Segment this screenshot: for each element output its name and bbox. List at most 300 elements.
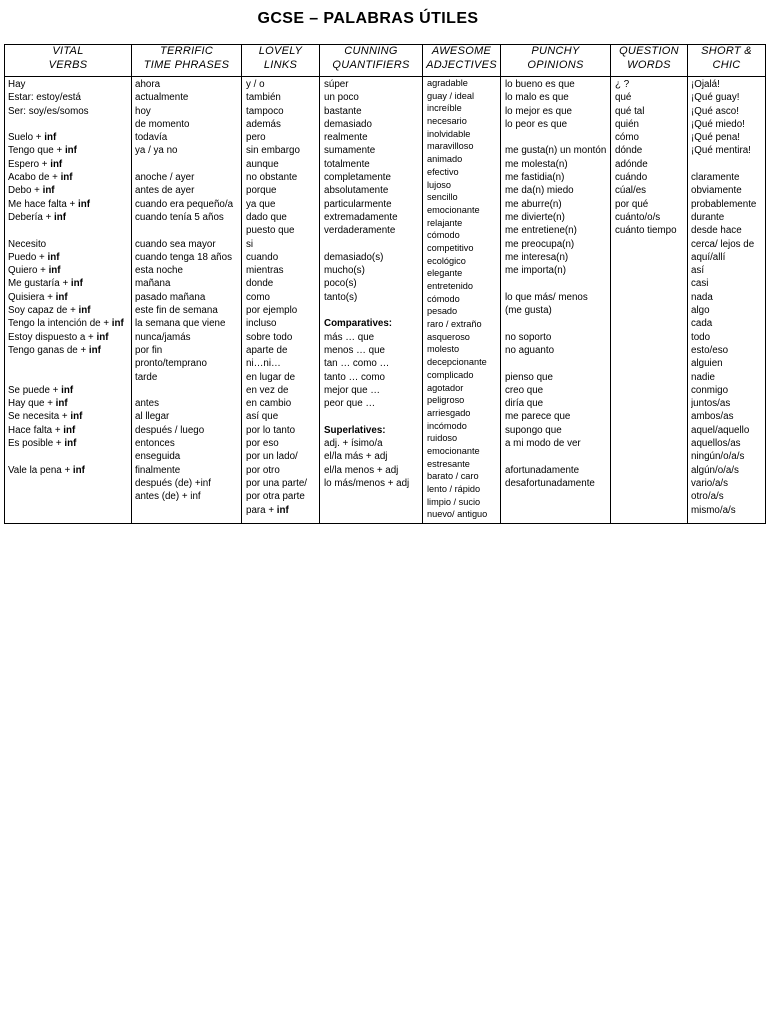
adjective-item: ecológico	[427, 255, 466, 266]
opinion-item: a mi modo de ver	[505, 438, 581, 450]
quantifier-item: mucho(s)	[324, 265, 365, 277]
opinion-item: lo peor es que	[505, 118, 568, 130]
adjective-item: estresante	[427, 458, 470, 469]
opinion-item: me entretiene(n)	[505, 225, 577, 237]
short-chic-item: mismo/a/s	[691, 504, 736, 516]
link-item: en vez de	[246, 384, 289, 396]
link-item: también	[246, 92, 281, 104]
inf-marker: inf	[61, 384, 74, 396]
time-phrase-item: finalmente	[135, 464, 181, 476]
link-item: ni…ni…	[246, 358, 281, 370]
verb-item: Necesito	[8, 238, 47, 250]
inf-marker: inf	[55, 398, 68, 410]
adjective-item: cómodo	[427, 293, 460, 304]
heading-line: CUNNING	[344, 45, 398, 57]
short-chic-item: vario/a/s	[691, 477, 729, 489]
link-item: por ejemplo	[246, 305, 298, 317]
opinion-item: me da(n) miedo	[505, 185, 574, 197]
column-opinions	[501, 77, 611, 523]
short-chic-item: ¡Qué mentira!	[691, 145, 751, 157]
short-chic-item: claramente	[691, 172, 740, 184]
opinion-item: me importa(n)	[505, 265, 566, 277]
link-item: no obstante	[246, 172, 298, 184]
opinion-item: no soporto	[505, 331, 552, 343]
verb-item	[8, 158, 129, 171]
quantifier-item	[324, 317, 420, 330]
short-chic-item: ningún/o/a/s	[691, 451, 745, 463]
adjective-item: peligroso	[427, 395, 465, 406]
adjective-item: efectivo	[427, 166, 459, 177]
blank-line	[135, 224, 239, 237]
link-item: pero	[246, 132, 266, 144]
short-chic-item: aquel/aquello	[691, 424, 750, 436]
section-label: Comparatives:	[324, 318, 393, 330]
verb-item	[8, 304, 129, 317]
opinion-item: no aguanto	[505, 344, 555, 356]
question-word-item: por qué	[615, 198, 649, 210]
short-chic-item: cerca/ lejos de	[691, 238, 755, 250]
short-chic-item: ambos/as	[691, 411, 734, 423]
adjective-item: decepcionante	[427, 357, 487, 368]
header-punchy-opinions	[501, 45, 611, 77]
adjective-item: guay / ideal	[427, 90, 474, 101]
verb-item	[8, 437, 129, 450]
blank-line	[324, 238, 420, 251]
adjective-item: competitivo	[427, 242, 474, 253]
header-cunning-quantifiers	[320, 45, 423, 77]
header-terrific-time-phrases	[132, 45, 242, 77]
question-word-item: cúal/es	[615, 185, 647, 197]
header-short-and-chic	[688, 45, 765, 77]
inf-marker: inf	[64, 438, 77, 450]
inf-marker: inf	[276, 504, 289, 516]
link-item: como	[246, 291, 270, 303]
blank-line	[8, 450, 129, 463]
blank-line	[505, 450, 608, 463]
verb-item	[8, 317, 129, 330]
verb-item	[8, 264, 129, 277]
question-word-item: qué	[615, 92, 632, 104]
time-phrase-item: ya / ya no	[135, 145, 178, 157]
time-phrase-item: pronto/temprano	[135, 358, 207, 370]
adjective-item: molesto	[427, 344, 460, 355]
adjective-item: pesado	[427, 306, 458, 317]
question-word-item: adónde	[615, 158, 648, 170]
verb-item: Hay	[8, 79, 26, 90]
item-text: Debería +	[8, 211, 55, 223]
heading-line: WORDS	[627, 58, 671, 71]
verb-item: Ser: soy/es/somos	[8, 105, 89, 117]
link-item: por un lado/	[246, 451, 298, 463]
quantifier-item	[324, 424, 420, 437]
verb-item	[8, 198, 129, 211]
quantifier-item: totalmente	[324, 158, 370, 170]
short-chic-item: así	[691, 265, 705, 277]
opinion-item: lo bueno es que	[505, 79, 575, 90]
link-item: ya que	[246, 198, 276, 210]
link-item: además	[246, 118, 281, 130]
link-item: por eso	[246, 438, 279, 450]
heading-line: QUESTION	[619, 45, 679, 57]
opinion-item: me preocupa(n)	[505, 238, 575, 250]
opinion-item: me gusta(n) un montón	[505, 145, 607, 157]
item-text: Tengo ganas de +	[8, 344, 89, 356]
heading-line: OPINIONS	[527, 58, 584, 71]
adjective-item: limpio / sucio	[427, 496, 481, 507]
item-text: Hace falta +	[8, 424, 64, 436]
time-phrase-item: actualmente	[135, 92, 189, 104]
opinion-item: me interesa(n)	[505, 251, 569, 263]
adjective-item: arriesgado	[427, 407, 471, 418]
link-item: por otra parte	[246, 491, 305, 503]
heading-line: TIME PHRASES	[143, 58, 230, 71]
short-chic-item: probablemente	[691, 198, 757, 210]
opinion-item: lo mejor es que	[505, 105, 572, 117]
inf-marker: inf	[44, 132, 57, 144]
inf-marker: inf	[96, 331, 109, 343]
adjective-item: entretenido	[427, 281, 473, 291]
inf-marker: inf	[64, 145, 77, 157]
item-text: Quiero +	[8, 265, 49, 277]
inf-marker: inf	[111, 318, 124, 330]
opinion-item: me molesta(n)	[505, 158, 568, 170]
short-chic-item: obviamente	[691, 185, 742, 197]
short-chic-item: desde hace	[691, 225, 742, 237]
section-label: Superlatives:	[324, 424, 386, 436]
time-phrase-item: antes de ayer	[135, 185, 195, 197]
inf-marker: inf	[48, 265, 61, 277]
item-text: Acabo de +	[8, 172, 61, 184]
adjective-item: agotador	[427, 382, 464, 393]
item-text: Debo +	[8, 185, 43, 197]
time-phrase-item: cuando tenía 5 años	[135, 211, 224, 223]
blank-line	[324, 304, 420, 317]
verb-item	[8, 291, 129, 304]
link-item: y / o	[246, 79, 265, 90]
quantifier-item: sumamente	[324, 145, 376, 157]
quantifier-item: demasiado(s)	[324, 251, 384, 263]
adjective-item: nuevo/ antiguo	[427, 509, 488, 520]
short-chic-item: algún/o/a/s	[691, 464, 739, 476]
quantifier-item: absolutamente	[324, 185, 389, 197]
link-item: por otro	[246, 464, 280, 476]
heading-line: SHORT &	[701, 45, 752, 57]
inf-marker: inf	[42, 185, 55, 197]
time-phrase-item: ahora	[135, 79, 161, 90]
heading-line: VITAL	[52, 45, 84, 57]
time-phrase-item: cuando sea mayor	[135, 238, 216, 250]
time-phrase-item: antes (de) + inf	[135, 491, 201, 503]
heading-line: QUANTIFIERS	[332, 58, 410, 71]
adjective-item: necesario	[427, 116, 467, 127]
link-item	[246, 504, 317, 517]
short-chic-item: alguien	[691, 358, 723, 370]
item-text: Me gustaría +	[8, 278, 71, 290]
inf-marker: inf	[60, 172, 73, 184]
time-phrase-item: anoche / ayer	[135, 172, 195, 184]
question-word-item: quién	[615, 118, 639, 130]
blank-line	[8, 118, 129, 131]
quantifier-item: peor que …	[324, 398, 376, 410]
heading-line: LOVELY	[258, 45, 303, 57]
opinion-item: lo que más/ menos	[505, 291, 588, 303]
heading-line: LINKS	[263, 58, 298, 71]
adjective-item: lento / rápido	[427, 484, 481, 494]
adjective-item: incómodo	[427, 420, 467, 431]
time-phrase-item: todavía	[135, 132, 168, 144]
vocabulary-table	[4, 44, 766, 524]
blank-line	[8, 371, 129, 384]
opinion-item: pienso que	[505, 371, 553, 383]
time-phrase-item: enseguida	[135, 451, 181, 463]
question-word-item: cuánto tiempo	[615, 225, 677, 237]
time-phrase-item: la semana que viene	[135, 318, 226, 330]
link-item: donde	[246, 278, 274, 290]
item-text: Soy capaz de +	[8, 305, 79, 317]
header-question-words	[611, 45, 688, 77]
question-word-item: cuánto/o/s	[615, 211, 661, 223]
inf-marker: inf	[72, 464, 85, 476]
opinion-item: me fastidia(n)	[505, 172, 565, 184]
link-item: mientras	[246, 265, 284, 277]
quantifier-item: lo más/menos + adj	[324, 477, 410, 489]
short-chic-item: ¡Qué pena!	[691, 132, 741, 144]
short-chic-item: algo	[691, 305, 710, 317]
column-time-phrases	[132, 77, 242, 523]
link-item: tampoco	[246, 105, 284, 117]
time-phrase-item: después / luego	[135, 424, 205, 436]
adjective-item: sencillo	[427, 192, 458, 203]
column-quantifiers	[320, 77, 423, 523]
item-text: Puedo +	[8, 251, 48, 263]
adjective-item: maravilloso	[427, 141, 474, 152]
heading-line: PUNCHY	[531, 45, 580, 57]
opinion-item: me aburre(n)	[505, 198, 562, 210]
header-lovely-links	[242, 45, 320, 77]
opinion-item: desafortunadamente	[505, 477, 595, 489]
opinion-item: afortunadamente	[505, 464, 580, 476]
item-text: Hay que +	[8, 398, 56, 410]
opinion-item: (me gusta)	[505, 305, 552, 317]
time-phrase-item: por fin	[135, 344, 163, 356]
verb-item	[8, 211, 129, 224]
quantifier-item: el/la menos + adj	[324, 464, 399, 476]
verb-item	[8, 331, 129, 344]
inf-marker: inf	[88, 344, 101, 356]
opinion-item: supongo que	[505, 424, 562, 436]
item-text: Se puede +	[8, 384, 62, 396]
question-word-item: ¿ ?	[615, 79, 630, 90]
quantifier-item: demasiado	[324, 118, 372, 130]
short-chic-item: otro/a/s	[691, 491, 724, 503]
item-text: Estoy dispuesto a +	[8, 331, 97, 343]
quantifier-item: extremadamente	[324, 211, 398, 223]
question-word-item: dónde	[615, 145, 643, 157]
item-text: Quisiera +	[8, 291, 56, 303]
verb-item	[8, 171, 129, 184]
quantifier-item: tanto(s)	[324, 291, 358, 303]
verb-item	[8, 464, 129, 477]
item-text: Tengo la intención de +	[8, 318, 112, 330]
question-word-item: cómo	[615, 132, 639, 144]
quantifier-item: menos … que	[324, 344, 385, 356]
verb-item: Estar: estoy/está	[8, 92, 81, 104]
time-phrase-item: pasado mañana	[135, 291, 206, 303]
heading-line: CHIC	[712, 58, 741, 71]
item-text: Tengo que +	[8, 145, 65, 157]
item-text: Me hace falta +	[8, 198, 78, 210]
blank-line	[505, 317, 608, 330]
verb-item	[8, 251, 129, 264]
adjective-item: cómodo	[427, 230, 460, 241]
heading-line: TERRIFIC	[159, 45, 214, 57]
link-item: así que	[246, 411, 279, 423]
time-phrase-item: nunca/jamás	[135, 331, 191, 343]
time-phrase-item: entonces	[135, 438, 175, 450]
adjective-item: animado	[427, 154, 463, 165]
heading-line: VERBS	[48, 58, 88, 71]
time-phrase-item: cuando tenga 18 años	[135, 251, 232, 263]
time-phrase-item: cuando era pequeño/a	[135, 198, 234, 210]
column-vital-verbs	[5, 77, 132, 523]
heading-line: AWESOME	[431, 45, 492, 57]
short-chic-item: esto/eso	[691, 344, 729, 356]
quantifier-item: más … que	[324, 331, 375, 343]
link-item: aunque	[246, 158, 279, 170]
link-item: sobre todo	[246, 331, 293, 343]
adjective-item: inolvidable	[427, 128, 471, 139]
blank-line	[324, 410, 420, 423]
inf-marker: inf	[50, 158, 63, 170]
time-phrase-item: este fin de semana	[135, 305, 218, 317]
short-chic-item: nada	[691, 291, 713, 303]
time-phrase-item: de momento	[135, 118, 190, 130]
column-links	[242, 77, 320, 523]
adjective-item: raro / extraño	[427, 319, 482, 330]
link-item: incluso	[246, 318, 277, 330]
adjective-item: agradable	[427, 78, 468, 88]
adjective-item: lujoso	[427, 179, 452, 190]
time-phrase-item: mañana	[135, 278, 171, 290]
blank-line	[8, 357, 129, 370]
quantifier-item: mejor que …	[324, 384, 381, 396]
short-chic-item: juntos/as	[691, 398, 731, 410]
short-chic-item: todo	[691, 331, 711, 343]
quantifier-item: un poco	[324, 92, 359, 104]
short-chic-item: durante	[691, 211, 725, 223]
page-title: GCSE – PALABRAS ÚTILES	[257, 10, 479, 27]
link-item: dado que	[246, 211, 287, 223]
adjective-item: emocionante	[427, 445, 480, 456]
item-text: Se necesita +	[8, 411, 71, 423]
adjective-item: barato / caro	[427, 471, 479, 482]
blank-line	[135, 384, 239, 397]
link-item: en lugar de	[246, 371, 296, 383]
time-phrase-item: tarde	[135, 371, 158, 383]
time-phrase-item: hoy	[135, 105, 151, 117]
short-chic-item: ¡Ojalá!	[691, 79, 720, 90]
question-word-item: cuándo	[615, 172, 648, 184]
opinion-item: me divierte(n)	[505, 211, 565, 223]
time-phrase-item: esta noche	[135, 265, 183, 277]
inf-marker: inf	[55, 291, 68, 303]
opinion-item: diría que	[505, 398, 544, 410]
adjective-item: complicado	[427, 369, 474, 380]
heading-line: ADJECTIVES	[426, 58, 497, 71]
blank-line	[691, 158, 763, 171]
blank-line	[8, 224, 129, 237]
quantifier-item: tan … como …	[324, 358, 390, 370]
adjective-item: elegante	[427, 268, 463, 279]
short-chic-item: ¡Qué guay!	[691, 92, 740, 104]
adjective-item: emocionante	[427, 204, 480, 215]
short-chic-item: nadie	[691, 371, 715, 383]
item-text: para +	[246, 504, 277, 516]
short-chic-item: conmigo	[691, 384, 729, 396]
verb-item	[8, 184, 129, 197]
short-chic-item: cada	[691, 318, 713, 330]
link-item: cuando	[246, 251, 279, 263]
column-short-and-chic	[688, 77, 765, 523]
quantifier-item: realmente	[324, 132, 368, 144]
short-chic-item: aquellos/as	[691, 438, 741, 450]
quantifier-item: verdaderamente	[324, 225, 396, 237]
inf-marker: inf	[54, 211, 66, 223]
link-item: por lo tanto	[246, 424, 296, 436]
quantifier-item: el/la más + adj	[324, 451, 388, 463]
blank-line	[135, 158, 239, 171]
quantifier-item: adj. + ísimo/a	[324, 438, 383, 450]
verb-item	[8, 424, 129, 437]
short-chic-item: casi	[691, 278, 709, 290]
verb-item	[8, 277, 129, 290]
verb-item	[8, 344, 129, 357]
adjective-item: relajante	[427, 217, 463, 228]
verb-item	[8, 131, 129, 144]
verb-item	[8, 144, 129, 157]
header-awesome-adjectives	[423, 45, 501, 77]
quantifier-item: completamente	[324, 172, 391, 184]
link-item: sin embargo	[246, 145, 300, 157]
item-text: Suelo +	[8, 132, 45, 144]
link-item: porque	[246, 185, 277, 197]
link-item: en cambio	[246, 398, 292, 410]
blank-line	[505, 131, 608, 144]
adjective-item: asqueroso	[427, 331, 470, 342]
adjective-item: ruidoso	[427, 433, 458, 444]
quantifier-item: bastante	[324, 105, 362, 117]
quantifier-item: tanto … como	[324, 371, 385, 383]
opinion-item: me parece que	[505, 411, 571, 423]
verb-item	[8, 397, 129, 410]
time-phrase-item: después (de) +inf	[135, 477, 211, 489]
link-item: por una parte/	[246, 477, 308, 489]
item-text: Espero +	[8, 158, 51, 170]
inf-marker: inf	[70, 411, 83, 423]
question-word-item: qué tal	[615, 105, 645, 117]
quantifier-item: súper	[324, 79, 349, 90]
link-item: si	[246, 238, 254, 250]
quantifier-item: poco(s)	[324, 278, 357, 290]
time-phrase-item: antes	[135, 398, 159, 410]
column-question-words	[611, 77, 688, 523]
inf-marker: inf	[77, 198, 90, 210]
inf-marker: inf	[47, 251, 60, 263]
item-text: Es posible +	[8, 438, 65, 450]
opinion-item: creo que	[505, 384, 544, 396]
blank-line	[505, 277, 608, 290]
adjective-item: increíble	[427, 103, 462, 114]
